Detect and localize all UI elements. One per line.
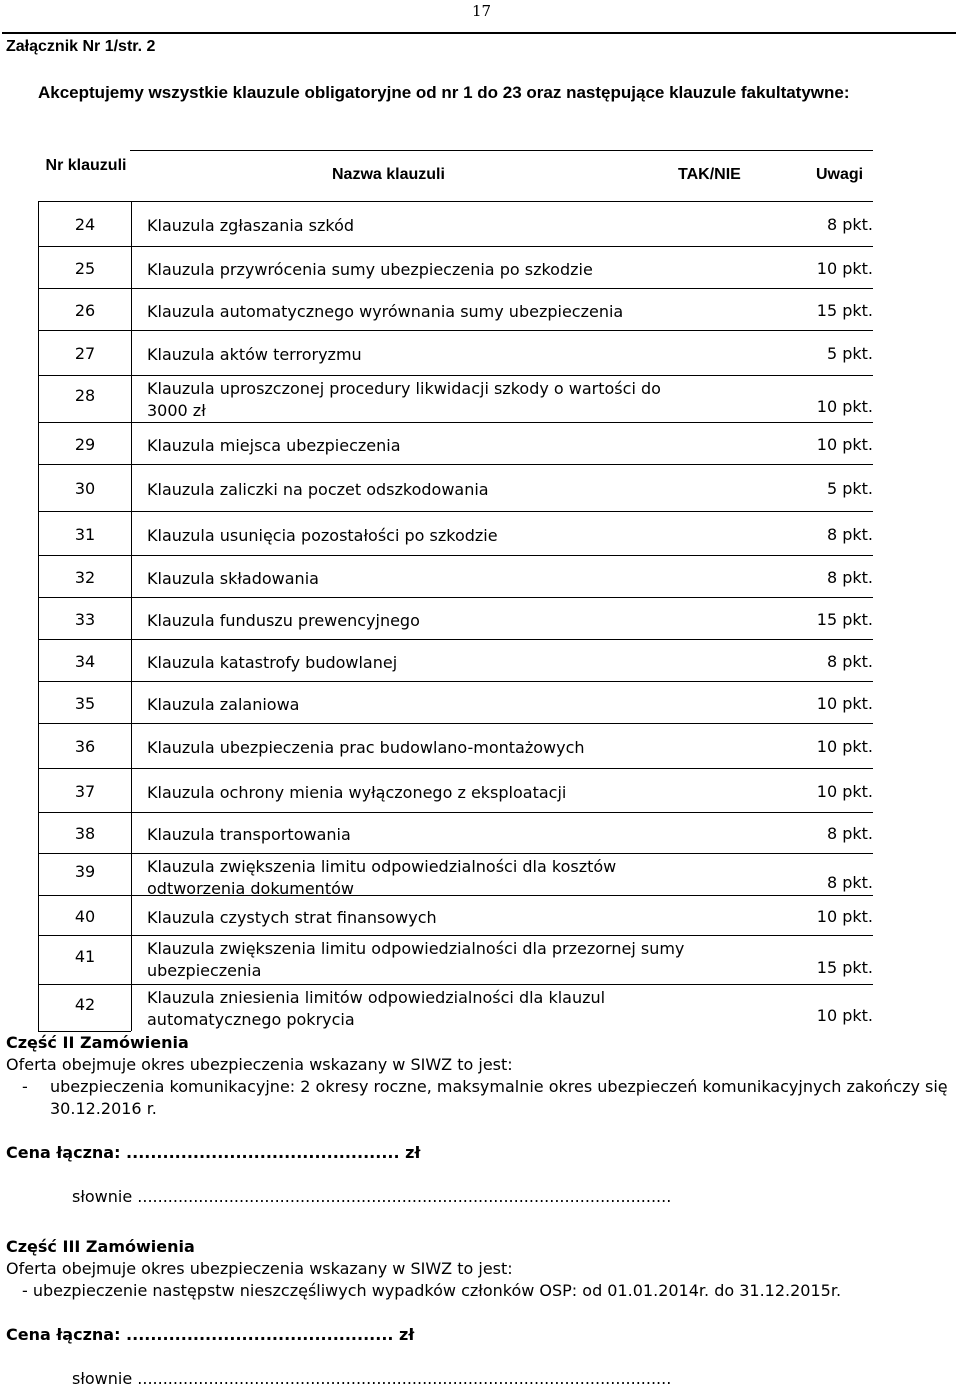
column-divider [131,465,132,511]
table-row [39,639,873,681]
table-row [39,375,873,422]
clause-name: Klauzula zwiększenia limitu odpowiedzialności dla przezornej sumy ubezpieczenia [147,939,685,980]
clause-points: 8 pkt. [826,525,873,544]
header-rule [2,32,956,34]
column-divider [131,985,132,1031]
table-row [39,895,873,935]
clause-points: 8 pkt. [826,652,873,671]
column-divider [131,813,132,853]
clause-points: 15 pkt. [816,958,873,977]
clause-name: Klauzula składowania [147,569,319,588]
column-divider [131,936,132,984]
clause-points: 5 pkt. [826,479,873,498]
part-2-price: Cena łączna: ............................................. zł [6,1143,421,1162]
clause-number: 40 [74,907,96,926]
clause-name: Klauzula usunięcia pozostałości po szkodzie [147,526,498,545]
clause-name: Klauzula zwiększenia limitu odpowiedzialności dla kosztów odtworzenia dokumentów [147,857,617,898]
clause-points: 10 pkt. [816,694,873,713]
clause-points: 8 pkt. [826,824,873,843]
column-divider [131,854,132,895]
clause-name: Klauzula miejsca ubezpieczenia [147,436,401,455]
clause-points: 10 pkt. [816,737,873,756]
table-body [38,201,873,1032]
clause-points: 10 pkt. [816,435,873,454]
table-row [39,723,873,768]
clause-number: 42 [74,995,96,1014]
table-row [39,288,873,330]
column-divider [131,769,132,812]
column-divider [131,331,132,375]
column-divider [131,896,132,935]
table-row [39,812,873,853]
column-divider [131,247,132,288]
clause-name: Klauzula transportowania [147,825,351,844]
clause-number: 41 [74,947,96,966]
clause-number: 36 [74,737,96,756]
clause-number: 31 [74,525,96,544]
clause-points: 15 pkt. [816,301,873,320]
clause-name: Klauzula czystych strat finansowych [147,908,437,927]
part-3-title: Część III Zamówienia [6,1237,195,1256]
part-2-bullet-text: ubezpieczenia komunikacyjne: 2 okresy roczne, maksymalnie okres ubezpieczeń komunikacyjnych zakończy się 30.12.2016 r. [50,1077,948,1118]
column-divider [131,724,132,768]
clause-points: 8 pkt. [826,873,873,892]
clause-number: 32 [74,568,96,587]
clause-points: 10 pkt. [816,1006,873,1025]
column-divider [131,640,132,681]
table-row [39,246,873,288]
clause-number: 29 [74,435,96,454]
table-row [39,597,873,639]
clause-name: Klauzula aktów terroryzmu [147,345,362,364]
column-divider [131,202,132,246]
intro-text: Akceptujemy wszystkie klauzule obligatoryjne od nr 1 do 23 oraz następujące klauzule fakultatywne: [38,83,850,102]
column-divider [131,376,132,422]
part-3 [6,1236,956,1390]
page-number: 17 [472,2,492,20]
table-row [39,201,873,246]
clause-points: 15 pkt. [816,610,873,629]
part-2-offer: Oferta obejmuje okres ubezpieczenia wskazany w SIWZ to jest: [6,1055,513,1074]
clause-points: 10 pkt. [816,259,873,278]
column-divider [131,598,132,639]
clause-name: Klauzula ubezpieczenia prac budowlano-montażowych [147,738,585,757]
column-divider [131,289,132,330]
column-divider [131,423,132,464]
clause-points: 8 pkt. [826,568,873,587]
column-divider [131,556,132,597]
table-row [39,853,873,898]
clause-number: 28 [74,386,96,405]
part-2-bullet [6,1076,956,1120]
annex-title: Załącznik Nr 1/str. 2 [6,38,156,55]
clause-number: 26 [74,301,96,320]
table-row [39,464,873,511]
clause-number: 38 [74,824,96,843]
table-header [45,150,873,201]
part-2-words: słownie ......................................................................................................... [72,1187,672,1206]
clause-points: 8 pkt. [826,215,873,234]
clause-number: 39 [74,862,96,881]
clause-points: 10 pkt. [816,397,873,416]
clause-number: 27 [74,344,96,363]
clause-number: 25 [74,259,96,278]
column-divider [131,512,132,555]
clause-name: Klauzula ochrony mienia wyłączonego z eksploatacji [147,783,567,802]
clause-name: Klauzula przywrócenia sumy ubezpieczenia po szkodzie [147,260,593,279]
header-name: Nazwa klauzuli [332,166,445,183]
table-row [39,511,873,555]
table-row [39,984,873,1031]
clause-number: 37 [74,782,96,801]
clause-points: 10 pkt. [816,782,873,801]
table-row [39,681,873,723]
column-divider [131,682,132,723]
bullet-dash: - [22,1077,28,1096]
clause-number: 33 [74,610,96,629]
header-tak-nie: TAK/NIE [678,166,741,183]
clause-name: Klauzula zgłaszania szkód [147,216,355,235]
header-uwagi: Uwagi [816,166,864,183]
clauses-table [38,150,873,1032]
part-3-words: słownie ......................................................................................................... [72,1369,672,1388]
clause-name: Klauzula zaliczki na poczet odszkodowania [147,480,489,499]
part-2 [6,1032,956,1208]
clause-name: Klauzula automatycznego wyrównania sumy ubezpieczenia [147,302,624,321]
table-row [39,330,873,375]
clause-name: Klauzula zniesienia limitów odpowiedzialności dla klauzul automatycznego pokrycia [147,988,606,1029]
clause-points: 5 pkt. [826,344,873,363]
clause-name: Klauzula uproszczonej procedury likwidacji szkody o wartości do 3000 zł [147,379,661,420]
clause-number: 24 [74,215,96,234]
clause-name: Klauzula katastrofy budowlanej [147,653,398,672]
part-3-bullet: - ubezpieczenie następstw nieszczęśliwych wypadków członków OSP: od 01.01.2014r. do 31.12.2015r. [22,1281,842,1300]
clause-number: 30 [74,479,96,498]
clause-number: 34 [74,652,96,671]
part-3-price: Cena łączna: ............................................ zł [6,1325,415,1344]
clause-points: 10 pkt. [816,907,873,926]
part-3-offer: Oferta obejmuje okres ubezpieczenia wskazany w SIWZ to jest: [6,1259,513,1278]
part-2-title: Część II Zamówienia [6,1033,189,1052]
table-row [39,555,873,597]
table-row [39,935,873,984]
table-row [39,768,873,812]
clause-name: Klauzula zalaniowa [147,695,300,714]
header-nr: Nr klauzuli [45,157,127,174]
clause-name: Klauzula funduszu prewencyjnego [147,611,420,630]
table-row [39,422,873,464]
clause-number: 35 [74,694,96,713]
